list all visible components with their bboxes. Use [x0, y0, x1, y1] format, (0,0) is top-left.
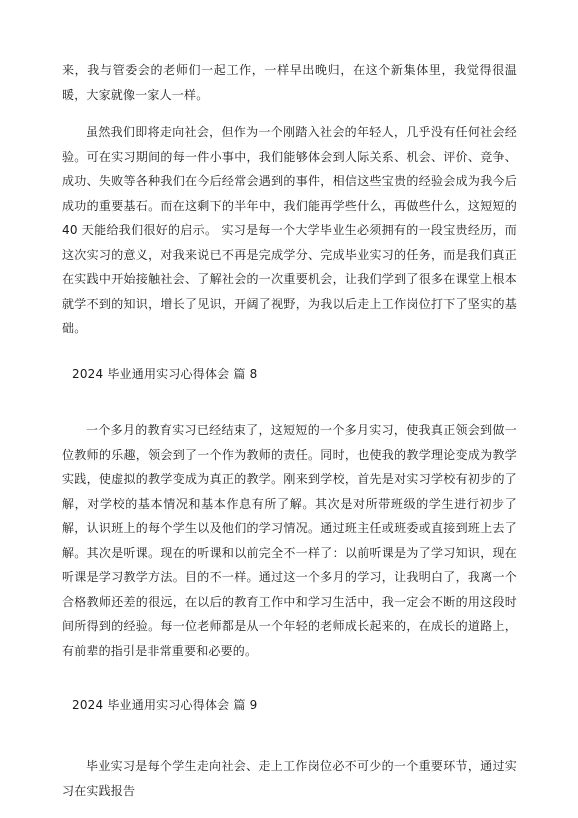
paragraph-social-experience: 虽然我们即将走向社会，但作为一个刚踏入社会的年轻人，几乎没有任何社会经验。可在实习期间的每一件小事中，我们能够体会到人际关系、机会、评价、竞争、成功、失败等各种我们在今后经常会遇到的事件，相信这些宝贵的经验会成为我今后成功的重要基石。而在这剩下的半年中，我们能再学些什么，再做些什么，这短短的 40 天能给我们很好的启示。 实习是每一个大学毕业生必须拥有的一段宝贵经历，而这次实习的意义，对我来说已不再是完成学分、完成毕业实习的任务，而是我们真正在实践中开始接触社会、了解社会的一次重要机会，让我们学到了很多在课堂上根本就学不到的知识，增长了见识，开阔了视野，为我以后走上工作岗位打下了坚实的基础。 [62, 125, 517, 335]
section-heading-9: 2024 毕业通用实习心得体会 篇 9 [72, 698, 258, 712]
section-heading-8: 2024 毕业通用实习心得体会 篇 8 [72, 367, 258, 381]
paragraph-graduation-internship: 毕业实习是每个学生走向社会、走上工作岗位必不可少的一个重要环节，通过实习在实践报告 [62, 759, 517, 798]
paragraph-continued: 来，我与管委会的老师们一起工作，一样早出晚归，在这个新集体里，我觉得很温暖，大家就像一家人一样。 [62, 63, 517, 102]
paragraph-teaching-internship: 一个多月的教育实习已经结束了，这短短的一个多月实习，使我真正领会到做一位教师的乐趣，领会到了一个作为教师的责任。同时，也使我的教学理论变成为教学实践，使虚拟的教学变成为真正的教学。刚来到学校，首先是对实习学校有初步的了解，对学校的基本情况和基本作息有所了解。其次是对所带班级的学生进行初步了解，认识班上的每个学生以及他们的学习情况。通过班主任或班委或直接到班上去了解。其次是听课。现在的听课和以前完全不一样了：以前听课是为了学习知识，现在听课是学习教学方法。目的不一样。通过这一个多月的学习，让我明白了，我离一个合格教师还差的很远，在以后的教育工作中和学习生活中，我一定会不断的用这段时间所得到的经验。每一位老师都是从一个年轻的老师成长起来的，在成长的道路上，有前辈的指引是非常重要和必要的。 [62, 423, 517, 658]
